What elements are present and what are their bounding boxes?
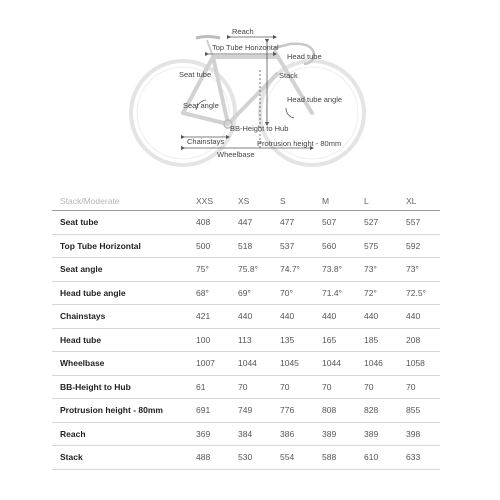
table-cell: 70 [230, 375, 272, 399]
table-cell: 592 [398, 234, 440, 258]
table-cell: 440 [398, 305, 440, 329]
row-label: Wheelbase [52, 352, 188, 376]
table-cell: 70 [272, 375, 314, 399]
table-cell: 537 [272, 234, 314, 258]
table-cell: 72° [356, 281, 398, 305]
table-cell: 398 [398, 422, 440, 446]
table-cell: 447 [230, 211, 272, 235]
table-cell: 68° [188, 281, 230, 305]
table-cell: 488 [188, 446, 230, 470]
bike-geometry-diagram [0, 0, 500, 170]
row-label: Protrusion height - 80mm [52, 399, 188, 423]
table-cell: 440 [356, 305, 398, 329]
header-label: Stack/Moderate [52, 191, 188, 211]
row-label: Chainstays [52, 305, 188, 329]
row-label: Stack [52, 446, 188, 470]
seat-tube-label: Seat tube [179, 70, 212, 79]
seat-angle-label: Seat angle [183, 101, 219, 110]
size-header: L [356, 191, 398, 211]
table-cell: 507 [314, 211, 356, 235]
table-cell: 776 [272, 399, 314, 423]
top-tube-label: Top Tube Horizontal [212, 43, 279, 52]
row-label: Seat tube [52, 211, 188, 235]
row-label: Head tube angle [52, 281, 188, 305]
row-label: Reach [52, 422, 188, 446]
table-cell: 70 [398, 375, 440, 399]
table-cell: 73° [356, 258, 398, 282]
table-row [52, 234, 440, 258]
table-cell: 135 [272, 328, 314, 352]
table-cell: 1045 [272, 352, 314, 376]
table-cell: 855 [398, 399, 440, 423]
size-header: XL [398, 191, 440, 211]
table-row [52, 399, 440, 423]
table-cell: 185 [356, 328, 398, 352]
table-cell: 61 [188, 375, 230, 399]
table-cell: 384 [230, 422, 272, 446]
stack-label: Stack [279, 71, 298, 80]
table-cell: 100 [188, 328, 230, 352]
size-header: S [272, 191, 314, 211]
table-row [52, 375, 440, 399]
table-cell: 1044 [314, 352, 356, 376]
size-header: XS [230, 191, 272, 211]
table-cell: 113 [230, 328, 272, 352]
saddle [196, 37, 220, 39]
table-cell: 530 [230, 446, 272, 470]
table-cell: 440 [272, 305, 314, 329]
table-cell: 518 [230, 234, 272, 258]
table-row [52, 422, 440, 446]
table-row [52, 352, 440, 376]
table-cell: 440 [314, 305, 356, 329]
table-cell: 389 [356, 422, 398, 446]
table-cell: 527 [356, 211, 398, 235]
table-cell: 557 [398, 211, 440, 235]
table-cell: 386 [272, 422, 314, 446]
table-row [52, 305, 440, 329]
protrusion-label: Protrusion height - 80mm [257, 139, 342, 148]
table-cell: 477 [272, 211, 314, 235]
row-label: Seat angle [52, 258, 188, 282]
table-cell: 1046 [356, 352, 398, 376]
reach-label: Reach [232, 27, 254, 36]
table-cell: 560 [314, 234, 356, 258]
head-tube-angle-label: Head tube angle [287, 95, 343, 104]
table-cell: 828 [356, 399, 398, 423]
table-cell: 369 [188, 422, 230, 446]
table-cell: 71.4° [314, 281, 356, 305]
table-cell: 421 [188, 305, 230, 329]
table-header-row [52, 191, 440, 211]
row-label: Head tube [52, 328, 188, 352]
table-cell: 75° [188, 258, 230, 282]
table-cell: 70 [314, 375, 356, 399]
table-cell: 575 [356, 234, 398, 258]
table-row [52, 328, 440, 352]
table-cell: 588 [314, 446, 356, 470]
size-header: XXS [188, 191, 230, 211]
table-cell: 440 [230, 305, 272, 329]
table-row [52, 281, 440, 305]
table-cell: 408 [188, 211, 230, 235]
table-cell: 633 [398, 446, 440, 470]
table-cell: 75.8° [230, 258, 272, 282]
table-cell: 74.7° [272, 258, 314, 282]
bike-drawing [0, 0, 500, 170]
table-cell: 70 [356, 375, 398, 399]
table-cell: 389 [314, 422, 356, 446]
table-row [52, 446, 440, 470]
table-cell: 73° [398, 258, 440, 282]
chainstays-label: Chainstays [187, 137, 225, 146]
table-row [52, 211, 440, 235]
table-cell: 70° [272, 281, 314, 305]
table-cell: 1044 [230, 352, 272, 376]
geometry-table [52, 191, 440, 470]
bb-height-label: BB-Height to Hub [230, 124, 289, 133]
table-row [52, 258, 440, 282]
head-tube-label: Head tube [287, 52, 322, 61]
wheelbase-label: Wheelbase [217, 150, 255, 159]
table-cell: 165 [314, 328, 356, 352]
table-cell: 208 [398, 328, 440, 352]
table-cell: 1058 [398, 352, 440, 376]
table-cell: 500 [188, 234, 230, 258]
table-cell: 610 [356, 446, 398, 470]
table-cell: 554 [272, 446, 314, 470]
row-label: Top Tube Horizontal [52, 234, 188, 258]
table-cell: 749 [230, 399, 272, 423]
table-cell: 808 [314, 399, 356, 423]
row-label: BB-Height to Hub [52, 375, 188, 399]
table-cell: 72.5° [398, 281, 440, 305]
size-header: M [314, 191, 356, 211]
table-cell: 1007 [188, 352, 230, 376]
table-cell: 691 [188, 399, 230, 423]
table-cell: 69° [230, 281, 272, 305]
table-cell: 73.8° [314, 258, 356, 282]
